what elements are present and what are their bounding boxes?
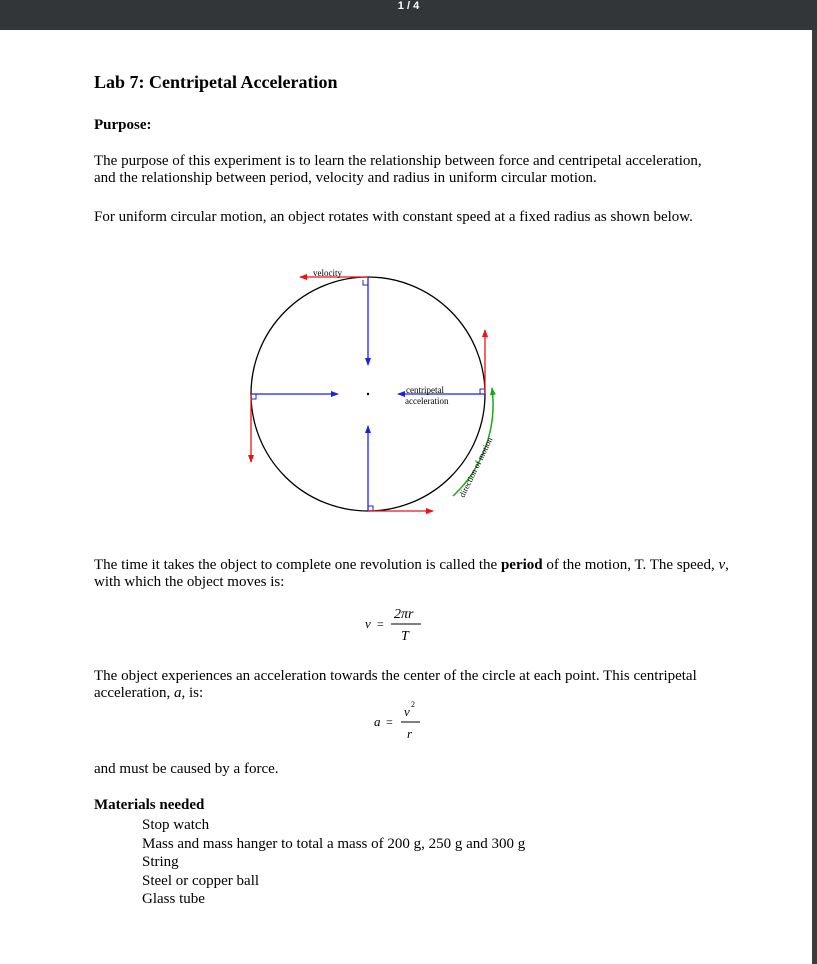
- viewer-scrollbar[interactable]: [812, 30, 817, 964]
- velocity-label: velocity: [313, 268, 342, 278]
- list-item: Glass tube: [142, 891, 205, 907]
- acceleration-paragraph: The object experiences an acceleration towards the center of the circle at each point. This centripetal acceleration, a, is:: [94, 668, 697, 701]
- centripetal-equation: [366, 698, 436, 742]
- page-counter: 1 / 4: [397, 0, 420, 12]
- svg-text:=: =: [377, 617, 384, 631]
- right-angle-bottom: [368, 506, 373, 511]
- svg-text:2πr: 2πr: [394, 607, 414, 622]
- purpose-heading: Purpose:: [94, 117, 152, 133]
- right-angle-top: [363, 280, 368, 285]
- list-item: Stop watch: [142, 817, 210, 833]
- ucm-paragraph: For uniform circular motion, an object rotates with constant speed at a fixed radius as shown below.: [94, 209, 693, 225]
- centripetal-label: centripetal: [406, 385, 444, 395]
- period-paragraph: The time it takes the object to complete one revolution is called the period of the motion, T. The speed, v, with which the object moves is:: [94, 557, 729, 590]
- svg-text:r: r: [407, 726, 413, 741]
- svg-text:v: v: [365, 616, 371, 631]
- force-sentence: and must be caused by a force.: [94, 761, 279, 777]
- pdf-page: [0, 30, 812, 964]
- list-item: String: [142, 854, 179, 870]
- right-angle-left: [251, 394, 256, 399]
- list-item: Steel or copper ball: [142, 872, 260, 889]
- period-term: period: [500, 557, 543, 573]
- acceleration-label: acceleration: [405, 396, 449, 406]
- doc-title: Lab 7: Centripetal Acceleration: [94, 72, 338, 92]
- center-point: [367, 393, 369, 395]
- svg-text:v: v: [404, 704, 410, 719]
- viewer-toolbar: [0, 0, 817, 30]
- materials-heading: Materials needed: [94, 797, 205, 813]
- purpose-paragraph: The purpose of this experiment is to learn the relationship between force and centripetal acceleration, and the relationship between period, velocity and radius in uniform circular motion.: [94, 153, 702, 186]
- svg-text:2: 2: [411, 700, 415, 709]
- right-angle-right: [480, 389, 485, 394]
- speed-equation: [355, 602, 435, 646]
- svg-text:=: =: [386, 715, 393, 729]
- svg-text:a: a: [374, 714, 381, 729]
- svg-text:T: T: [401, 629, 409, 644]
- direction-of-motion-label: direction of motion: [456, 435, 495, 499]
- materials-list: [142, 816, 525, 909]
- list-item: Mass and mass hanger to total a mass of 200 g, 250 g and 300 g: [142, 835, 526, 852]
